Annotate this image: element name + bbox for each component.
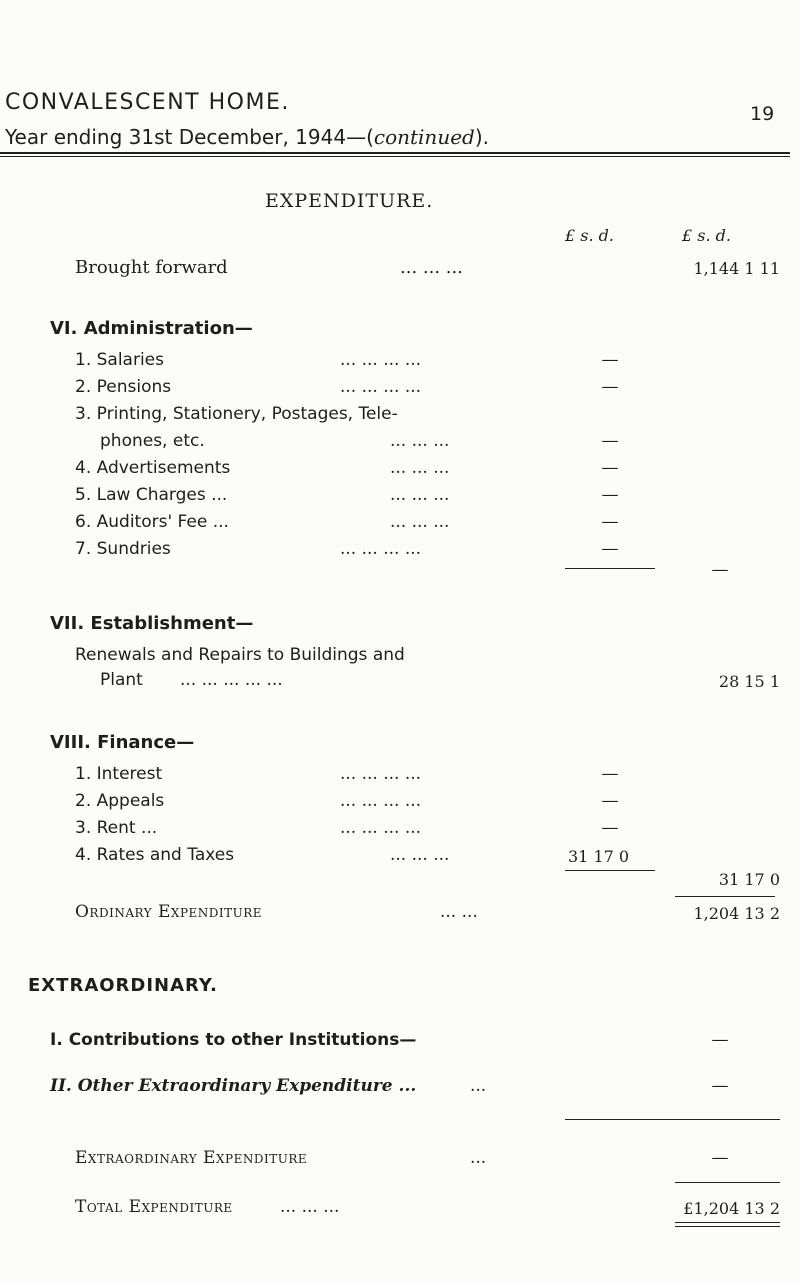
report-subtitle — [5, 125, 489, 149]
admin-item-label: 6. Auditors' Fee ... — [75, 512, 229, 532]
establishment-heading: VII. Establishment— — [50, 613, 254, 634]
extraordinary-expenditure-leader: ... — [470, 1148, 487, 1168]
header-rule-bottom — [0, 156, 790, 157]
finance-item-leader: ... ... ... — [390, 845, 450, 865]
admin-item-leader: ... ... ... — [390, 458, 450, 478]
admin-item-leader: ... ... ... ... — [340, 377, 422, 397]
institution-title: CONVALESCENT HOME. — [5, 90, 290, 115]
brought-forward-total: 1,144 1 11 — [693, 259, 780, 278]
admin-item-leader: ... ... ... — [390, 485, 450, 505]
total-rule-double-1 — [675, 1222, 780, 1223]
admin-item-amount: — — [601, 485, 619, 505]
ordinary-expenditure-label: Ordinary Expenditure — [75, 902, 263, 922]
brought-forward-leader: ... ... ... — [400, 257, 463, 278]
finance-item-leader: ... ... ... ... — [340, 791, 422, 811]
admin-item-label: 1. Salaries — [75, 350, 165, 370]
total-expenditure-leader: ... ... ... — [280, 1197, 340, 1217]
header-rule-top — [0, 152, 790, 154]
other-extraordinary-label: II. Other Extraordinary Expenditure ... — [50, 1076, 417, 1096]
column-header-1: £ s. d. — [565, 226, 614, 245]
admin-item-leader: ... ... ... ... — [340, 539, 422, 559]
admin-item-amount: — — [601, 377, 619, 397]
admin-item-leader: ... ... ... — [390, 512, 450, 532]
extraordinary-expenditure-amount: — — [711, 1148, 729, 1168]
admin-subtotal-rule — [565, 568, 655, 569]
finance-subtotal-rule — [565, 870, 655, 871]
column-header-2: £ s. d. — [682, 226, 731, 245]
ordinary-expenditure-total: 1,204 13 2 — [693, 904, 780, 923]
finance-item-amount: — — [601, 764, 619, 784]
admin-total: — — [711, 560, 729, 580]
finance-item-leader: ... ... ... ... — [340, 818, 422, 838]
admin-item-amount: — — [601, 539, 619, 559]
other-extraordinary-leader: ... — [470, 1076, 487, 1096]
total-expenditure-amount: £1,204 13 2 — [683, 1199, 780, 1218]
admin-item-label: 2. Pensions — [75, 377, 172, 397]
admin-item-leader: ... ... ... ... — [340, 350, 422, 370]
brought-forward-label: Brought forward — [75, 257, 228, 278]
ordinary-rule — [675, 896, 775, 897]
finance-item-label: 1. Interest — [75, 764, 163, 784]
finance-item-label: 3. Rent ... — [75, 818, 158, 838]
admin-item-amount: — — [601, 512, 619, 532]
finance-item-amount: — — [601, 818, 619, 838]
finance-item-label: 4. Rates and Taxes — [75, 845, 235, 865]
total-rule-double-2 — [675, 1226, 780, 1227]
subtitle-close: ). — [474, 125, 490, 149]
subtitle-main: Year ending 31st December, 1944 — [5, 125, 347, 149]
admin-item-amount: — — [601, 458, 619, 478]
admin-item-leader: ... ... ... — [390, 431, 450, 451]
finance-item-amount: 31 17 0 — [568, 847, 630, 866]
finance-total: 31 17 0 — [718, 870, 780, 889]
admin-item-label: 4. Advertisements — [75, 458, 231, 478]
expenditure-title: EXPENDITURE. — [265, 190, 434, 212]
finance-item-amount: — — [601, 791, 619, 811]
finance-heading: VIII. Finance— — [50, 732, 195, 753]
admin-item-amount: — — [601, 350, 619, 370]
extraordinary-title: EXTRAORDINARY. — [28, 975, 218, 996]
total-rule-top — [675, 1182, 780, 1183]
contributions-amount: — — [711, 1030, 729, 1050]
admin-item-amount: — — [601, 431, 619, 451]
finance-item-label: 2. Appeals — [75, 791, 165, 811]
establishment-line2: Plant — [100, 670, 143, 690]
subtitle-continued: continued — [373, 125, 475, 149]
ordinary-expenditure-leader: ... ... — [440, 902, 478, 922]
establishment-total: 28 15 1 — [718, 672, 780, 691]
page-number: 19 — [750, 103, 775, 125]
other-extraordinary-amount: — — [711, 1076, 729, 1096]
subtitle-suffix: —( — [346, 125, 374, 149]
finance-item-leader: ... ... ... ... — [340, 764, 422, 784]
extraordinary-expenditure-label: Extraordinary Expenditure — [75, 1148, 308, 1168]
admin-item-label: 7. Sundries — [75, 539, 171, 559]
establishment-line1: Renewals and Repairs to Buildings and — [75, 645, 405, 665]
total-expenditure-label: Total Expenditure — [75, 1197, 233, 1217]
admin-item-label: 3. Printing, Stationery, Postages, Tele- — [75, 404, 398, 424]
administration-heading: VI. Administration— — [50, 318, 253, 339]
establishment-leader: ... ... ... ... ... — [180, 670, 283, 690]
admin-item-label: phones, etc. — [100, 431, 205, 451]
extraordinary-rule — [565, 1119, 780, 1120]
contributions-label: I. Contributions to other Institutions— — [50, 1030, 417, 1050]
admin-item-label: 5. Law Charges ... — [75, 485, 228, 505]
